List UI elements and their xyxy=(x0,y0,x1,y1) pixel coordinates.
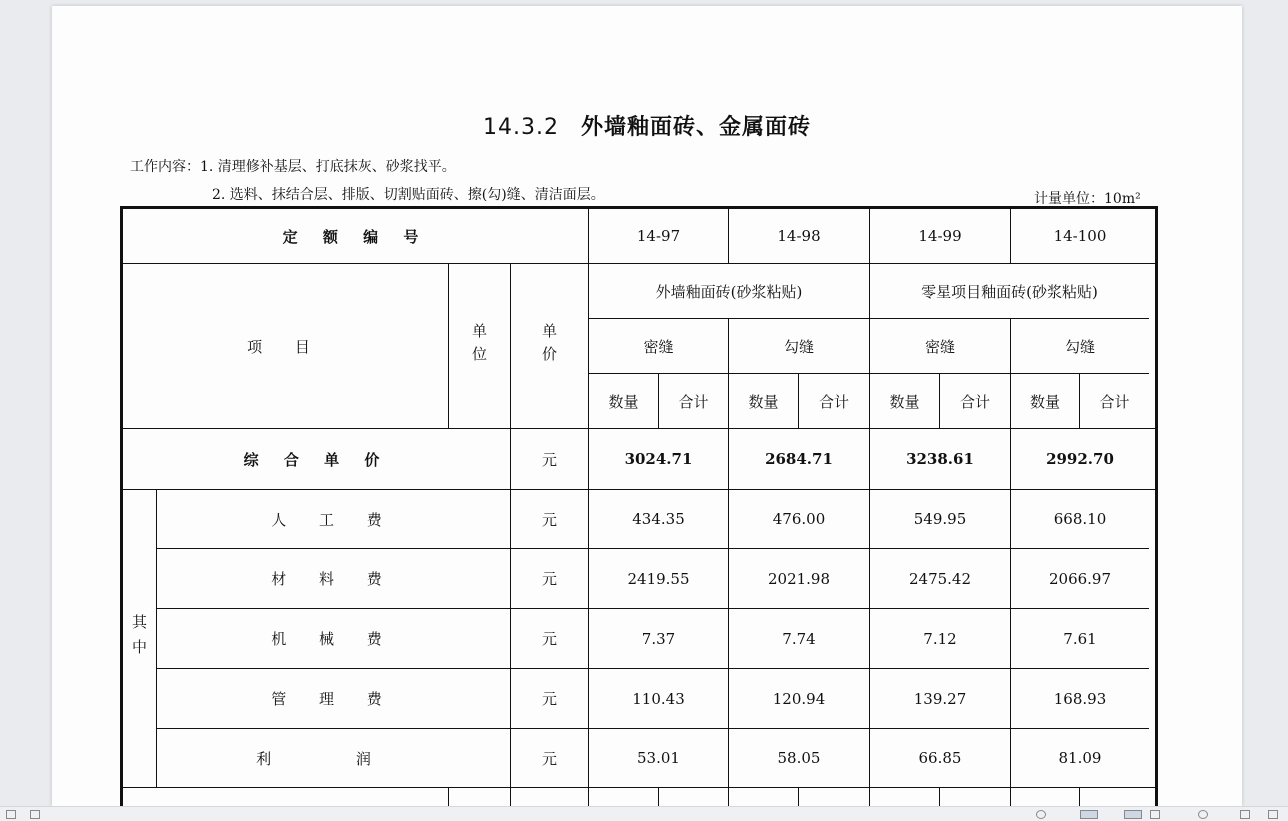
price-header: 单价 xyxy=(511,264,589,428)
cost-row xyxy=(157,549,1149,609)
code-row xyxy=(123,209,1155,264)
cost-label: 人 工 费 xyxy=(157,490,511,548)
play-icon[interactable] xyxy=(1198,810,1208,819)
total-header: 合计 xyxy=(1099,392,1130,411)
code-cell: 14-97 xyxy=(589,209,729,263)
composite-label: 综 合 单 价 xyxy=(123,429,511,489)
status-bar xyxy=(0,806,1288,821)
fullscreen-icon[interactable] xyxy=(1240,810,1250,819)
code-cell: 14-99 xyxy=(870,209,1011,263)
cost-value: 7.37 xyxy=(589,609,729,668)
subgroup-header: 密缝 xyxy=(870,319,1011,373)
cost-value: 2475.42 xyxy=(870,549,1011,608)
total-header: 合计 xyxy=(940,374,1011,428)
cost-value: 110.43 xyxy=(589,669,729,728)
fit-width-icon[interactable] xyxy=(30,810,40,819)
cost-value: 549.95 xyxy=(870,490,1011,548)
measurement-unit: 计量单位：10m² xyxy=(1034,191,1141,207)
cost-unit: 元 xyxy=(511,669,589,728)
cost-value: 2419.55 xyxy=(589,549,729,608)
expand-icon[interactable] xyxy=(1268,810,1278,819)
composite-unit: 元 xyxy=(511,429,589,489)
brightness-icon[interactable] xyxy=(1036,810,1046,819)
fit-page-icon[interactable] xyxy=(6,810,16,819)
document-page xyxy=(52,6,1242,806)
scroll-mode-icon[interactable] xyxy=(1080,810,1098,819)
composite-value: 3238.61 xyxy=(870,429,1011,489)
subgroup-header: 密缝 xyxy=(589,319,729,373)
section-title xyxy=(52,110,1242,141)
cost-unit: 元 xyxy=(511,729,589,787)
total-header: 合计 xyxy=(799,374,870,428)
cost-value: 81.09 xyxy=(1058,749,1102,767)
cost-value: 58.05 xyxy=(729,729,870,787)
header-block xyxy=(123,264,1155,429)
single-page-icon[interactable] xyxy=(1124,810,1142,819)
cost-row xyxy=(157,490,1149,549)
group-header: 零星项目釉面砖(砂浆粘贴) xyxy=(921,282,1098,301)
work-content-line-2: 2. 选料、抹结合层、排版、切割贴面砖、擦(勾)缝、清洁面层。 xyxy=(212,187,605,203)
cost-row xyxy=(157,729,1149,787)
cost-row xyxy=(157,609,1149,669)
section-heading: 外墙釉面砖、金属面砖 xyxy=(580,115,811,140)
cost-row xyxy=(157,669,1149,729)
subgroup-header: 勾缝 xyxy=(1064,337,1095,356)
code-cell: 14-100 xyxy=(1053,227,1107,245)
cost-label: 利 润 xyxy=(157,729,511,787)
code-cell: 14-98 xyxy=(729,209,870,263)
composite-value: 3024.71 xyxy=(589,429,729,489)
qty-header: 数量 xyxy=(870,374,940,428)
of-which-label: 其中 xyxy=(123,490,157,787)
cost-unit: 元 xyxy=(511,490,589,548)
group-headers xyxy=(589,264,1149,428)
qty-header: 数量 xyxy=(729,374,799,428)
quota-table xyxy=(120,206,1158,806)
total-header: 合计 xyxy=(659,374,729,428)
cost-label: 材 料 费 xyxy=(157,549,511,608)
composite-value: 2684.71 xyxy=(729,429,870,489)
work-content-line-1: 工作内容：1. 清理修补基层、打底抹灰、砂浆找平。 xyxy=(130,159,456,175)
section-number: 14.3.2 xyxy=(483,115,559,140)
cost-unit: 元 xyxy=(511,549,589,608)
cost-value: 2021.98 xyxy=(729,549,870,608)
cost-label: 管 理 费 xyxy=(157,669,511,728)
cost-value: 168.93 xyxy=(1053,689,1107,708)
item-header: 项 目 xyxy=(123,264,449,428)
cost-value: 7.12 xyxy=(870,609,1011,668)
unit-header: 单位 xyxy=(449,264,511,428)
cost-value: 120.94 xyxy=(729,669,870,728)
cost-value: 2066.97 xyxy=(1048,569,1112,588)
subgroup-header: 勾缝 xyxy=(729,319,870,373)
cost-value: 476.00 xyxy=(729,490,870,548)
composite-row xyxy=(123,429,1155,490)
cost-value: 668.10 xyxy=(1053,510,1107,528)
cost-value: 434.35 xyxy=(589,490,729,548)
cost-value: 66.85 xyxy=(870,729,1011,787)
qty-header: 数量 xyxy=(589,374,659,428)
next-row-partial xyxy=(123,788,1155,806)
cost-value: 53.01 xyxy=(589,729,729,787)
composite-value: 2992.70 xyxy=(1046,450,1114,468)
code-label: 定 额 编 号 xyxy=(123,209,589,263)
cost-label: 机 械 费 xyxy=(157,609,511,668)
cost-value: 7.61 xyxy=(1063,629,1097,648)
qty-header: 数量 xyxy=(1011,374,1080,428)
group-header: 外墙釉面砖(砂浆粘贴) xyxy=(589,264,870,318)
double-page-icon[interactable] xyxy=(1150,810,1160,819)
cost-value: 139.27 xyxy=(870,669,1011,728)
cost-unit: 元 xyxy=(511,609,589,668)
cost-breakdown xyxy=(123,490,1155,788)
cost-value: 7.74 xyxy=(729,609,870,668)
